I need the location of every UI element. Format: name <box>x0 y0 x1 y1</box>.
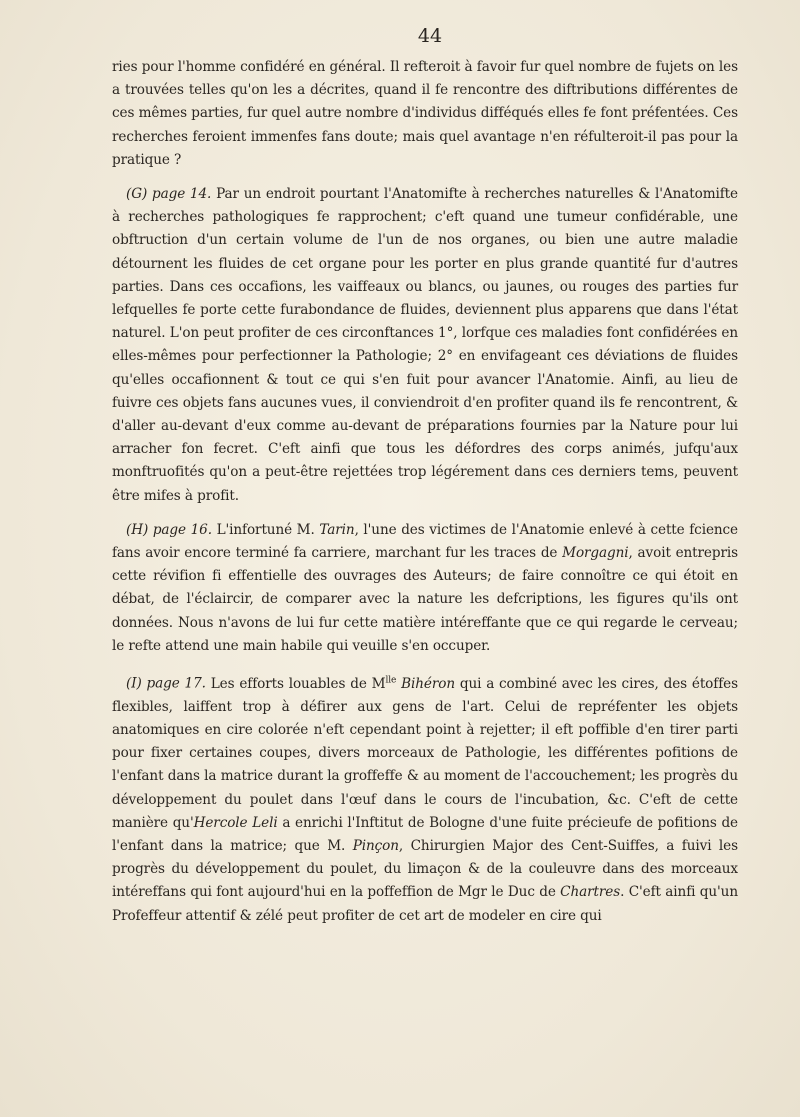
superscript: lle <box>385 675 397 686</box>
paragraph-text: L'infortuné M. Tarin, l'une des victimes de l'Anatomie enlevé à cette fcience fans avoir encore terminé fa carriere, marchant fur les traces de Morgagni, avoit entrepris cette révifion fi effentielle des ouvrages des Auteurs; de faire connoître ce qui étoit en débat, de l'éclaircir, de comparer avec la nature les defcriptions, les figures qu'ils ont données. Nous n'avons de lui fur cette matière intéreffante que ce qui regarde le cerveau; le refte attend une main habile qui veuille s'en occuper. <box>112 521 738 654</box>
italic-name: Morgagni <box>562 545 629 562</box>
page-reference: page 16. <box>152 521 212 538</box>
paragraph-text: ries pour l'homme confidéré en général. Il refteroit à favoir fur quel nombre de fujets on les a trouvées telles qu'on les a décrites, quand il fe rencontre des diftributions différentes de ces mêmes parties, fur quel autre nombre d'individus difféqués elles fe font préfentées. Ces recherches feroient immenfes fans doute; mais quel avantage n'en réfulteroit-il pas pour la pratique ? <box>112 59 738 168</box>
paragraph-text: Les efforts louables de $M^{lle}$ Bihéron qui a combiné avec les cires, des étoffes flexibles, laiffent trop à défirer aux gens de l'art. Celui de repréfenter les objets anatomiques en cire colorée n'eft cependant point à rejetter; il eft poffible d'en tirer parti pour fixer certaines coupes, divers morceaux de Pathologie, les différentes pofitions de l'enfant dans la matrice durant la groffeffe & au moment de l'accouchement; les progrès du développement du poulet dans l'œuf dans le cours de l'incubation, &c. C'eft de cette manière qu'Hercole Leli a enrichi l'Inftitut de Bologne d'une fuite précieufe de pofitions de l'enfant dans la matrice; que M. Pinçon, Chirurgien Major des Cent-Suiffes, a fuivi les progrès du développement du poulet, du limaçon & de la couleuvre dans des morceaux intéreffans qui font aujourd'hui en la poffeffion de Mgr le Duc de Chartres. C'eft ainfi qu'un Profeffeur attentif & zélé peut profiter de cet art de modeler en cire qui <box>112 675 738 924</box>
note-marker: (G) <box>126 186 148 203</box>
note-g <box>112 183 738 508</box>
italic-name: Pinçon <box>352 838 399 855</box>
note-marker: (H) <box>126 521 149 538</box>
note-i <box>112 669 738 928</box>
italic-name: Tarin <box>319 521 355 538</box>
italic-name: Hercole Leli <box>193 814 278 831</box>
paragraph-text: Par un endroit pourtant l'Anatomifte à recherches naturelles & l'Anatomifte à recherches pathologiques fe rapprochent; c'eft quand une tumeur confidérable, une obftruction d'un certain volume de l'un de nos organes, ou bien une autre maladie détournent les fluides de cet organe pour les porter en plus grande quantité fur d'autres parties. Dans ces occafions, les vaiffeaux ou blancs, ou jaunes, ou rouges des parties fur lefquelles fe porte cette furabondance de fluides, deviennent plus apparens que dans l'état naturel. L'on peut profiter de ces circonftances 1°, lorfque ces maladies font confidérées en elles-mêmes pour perfectionner la Pathologie; 2° en envifageant ces déviations de fluides qu'elles occafionnent & tout ce qui s'en fuit pour avancer l'Anatomie. Ainfi, au lieu de fuivre ces objets fans aucunes vues, il conviendroit d'en profiter quand ils fe rencontrent, & d'aller au-devant d'eux comme au-devant de préparations fournies par la Nature pour lui arracher fon fecret. C'eft ainfi que tous les défordres des corps animés, jufqu'aux monftruofités qu'on a peut-être rejettées trop légérement dans ces derniers tems, peuvent être mifes à profit. <box>112 186 738 504</box>
note-marker: (I) <box>126 675 142 692</box>
italic-name: Chartres <box>560 884 621 901</box>
paragraph-continuation <box>112 56 738 172</box>
text-body <box>112 56 738 928</box>
page-reference: page 14. <box>151 186 212 203</box>
italic-name: Bihéron <box>401 675 455 692</box>
note-h <box>112 519 738 658</box>
page-reference: page 17. <box>146 675 206 692</box>
page-number: 44 <box>417 25 443 47</box>
